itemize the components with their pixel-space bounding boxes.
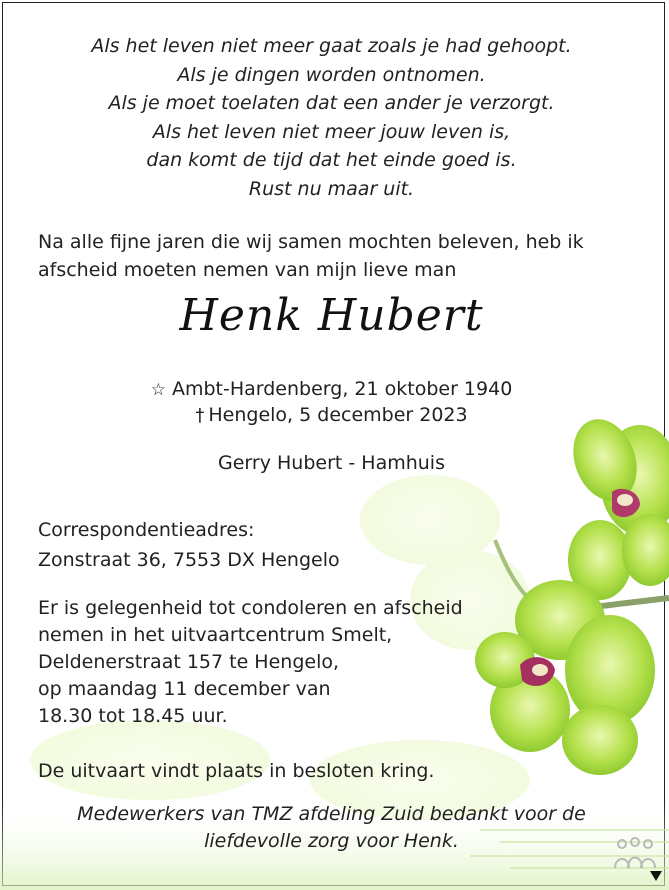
condolence-line: nemen in het uitvaartcentrum Smelt,: [38, 624, 393, 646]
poem-line: Als je dingen worden ontnomen.: [177, 63, 486, 86]
funeral-note: De uitvaart vindt plaats in besloten kring.: [38, 760, 435, 782]
poem-line: Rust nu maar uit.: [248, 177, 415, 200]
death-line: [0, 401, 663, 430]
poem-line: Als het leven niet meer jouw leven is,: [152, 120, 511, 143]
correspondence-address: Zonstraat 36, 7553 DX Hengelo: [38, 549, 340, 571]
intro-line: Na alle fijne jaren die wij samen mochten beleven, heb ik: [38, 231, 584, 253]
star-icon: ☆: [150, 380, 166, 400]
birth-line: [0, 375, 663, 404]
birth-text: Ambt-Hardenberg, 21 oktober 1940: [171, 378, 513, 400]
correspondence-label: Correspondentieadres:: [38, 519, 255, 541]
condolence-line: Deldenerstraat 157 te Hengelo,: [38, 651, 340, 673]
signatory: Gerry Hubert - Hamhuis: [218, 452, 445, 474]
condolence-line: op maandag 11 december van: [38, 678, 331, 700]
poem: [0, 32, 663, 203]
thanks-line: Medewerkers van TMZ afdeling Zuid bedankt voor de: [77, 803, 586, 825]
thanks-line: liefdevolle zorg voor Henk.: [204, 830, 459, 852]
deceased-name: Henk Hubert: [179, 290, 484, 341]
poem-line: dan komt de tijd dat het einde goed is.: [146, 149, 517, 171]
condolence-line: 18.30 tot 18.45 uur.: [38, 705, 228, 727]
intro-line: afscheid moeten nemen van mijn lieve man: [38, 259, 457, 281]
poem-line: Als je moet toelaten dat een ander je verzorgt.: [108, 92, 555, 114]
cross-icon: †: [195, 405, 205, 426]
condolence-line: Er is gelegenheid tot condoleren en afscheid: [38, 597, 463, 619]
death-text: Hengelo, 5 december 2023: [208, 404, 468, 426]
poem-line: Als het leven niet meer gaat zoals je had gehoopt.: [91, 35, 572, 57]
triangle-down-icon: [649, 870, 663, 882]
people-logo-icon: [610, 836, 660, 872]
